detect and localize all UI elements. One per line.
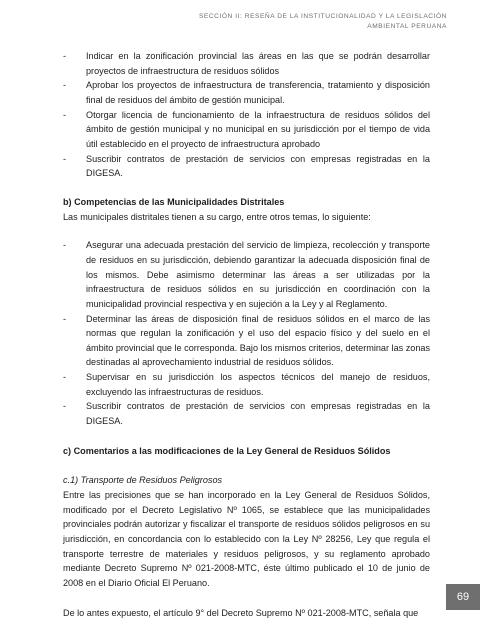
bullet-dash: -	[63, 240, 67, 251]
district-competencies-list	[63, 238, 430, 429]
bullet-dash: -	[63, 109, 67, 120]
running-header-line-1: SECCIÓN II: RESEÑA DE LA INSTITUCIONALIDAD Y LA LEGISLACIÓN	[198, 13, 447, 20]
provincial-competencies-list	[63, 49, 430, 181]
list-item	[63, 78, 430, 107]
list-item-text: Otorgar licencia de funcionamiento de la infraestructura de residuos sólidos del ámbito de gestión municipal y no municipal en su jurisdicción por el tiempo de vida útil establecido en el proyecto de infraestructura aprobado	[86, 109, 430, 149]
bullet-dash: -	[63, 153, 67, 164]
section-c-heading: c) Comentarios a las modificaciones de la Ley General de Residuos Sólidos	[63, 445, 391, 456]
list-item	[63, 108, 430, 152]
bullet-dash: -	[63, 80, 67, 91]
list-item-text: Indicar en la zonificación provincial las áreas en las que se podrán desarrollar proyectos de infraestructura de residuos sólidos	[86, 51, 430, 76]
page-number: 69	[456, 591, 470, 603]
list-item-text: Suscribir contratos de prestación de servicios con empresas registradas en la DIGESA.	[86, 401, 430, 427]
list-item-text: Asegurar una adecuada prestación del servicio de limpieza, recolección y transporte de residuos en su jurisdicción, debiendo garantizar la adecuada disposición final de los mismos. Debe asimismo determinar las áreas a ser utilizadas por la infraestructura de residuos sólidos en su jurisdicción en coordinación con la municipalidad provincial respectiva y en sujeción a la Ley y al Reglamento.	[86, 240, 430, 309]
list-item-text: Suscribir contratos de prestación de servicios con empresas registradas en la DIGESA.	[86, 153, 430, 179]
section-c1-paragraph-continued: De lo antes expuesto, el artículo 9° del Decreto Supremo Nº 021-2008-MTC, señala que	[63, 607, 419, 618]
list-item	[63, 152, 430, 181]
section-c1-subheading: c.1) Transporte de Residuos Peligrosos	[63, 475, 223, 486]
bullet-dash: -	[63, 51, 67, 61]
section-c1-paragraph: Entre las precisiones que se han incorporado en la Ley General de Residuos Sólidos, modificado por el Decreto Legislativo Nº 1065, se establece que las municipalidades provinciales podrán autorizar y fiscalizar el transporte de residuos sólidos peligrosos en su jurisdicción, en concordancia con lo establecido con la Ley Nº 28256, Ley que regula el transporte terrestre de materiales y residuos peligrosos, y su reglamento aprobado mediante Decreto Supremo Nº 021-2008-MTC, éste último publicado el 10 de junio de 2008 en el Diario Oficial El Peruano.	[63, 490, 430, 588]
bullet-dash: -	[63, 313, 67, 324]
list-item	[63, 49, 430, 78]
list-item	[63, 312, 430, 371]
page-number-badge	[446, 584, 480, 610]
running-header	[199, 12, 447, 32]
list-item	[63, 238, 430, 311]
list-item	[63, 399, 430, 428]
page-body	[63, 49, 430, 620]
bullet-dash: -	[63, 401, 67, 412]
section-b-intro: Las municipales distritales tienen a su cargo, entre otros temas, lo siguiente:	[63, 211, 371, 222]
bullet-dash: -	[63, 372, 67, 383]
list-item-text: Aprobar los proyectos de infraestructura de transferencia, tratamiento y disposición final de residuos del ámbito de gestión municipal.	[86, 80, 430, 105]
list-item-text: Supervisar en su jurisdicción los aspectos técnicos del manejo de residuos, excluyendo las infraestructuras de residuos.	[86, 372, 430, 397]
list-item	[63, 370, 430, 399]
list-item-text: Determinar las áreas de disposición final de residuos sólidos en el marco de las normas que regulan la zonificación y el uso del espacio físico y del suelo en el ámbito provincial que le corresponda. Bajo los mismos criterios, determinar las zonas destinadas al aprovechamiento industrial de residuos sólidos.	[86, 313, 430, 368]
running-header-line-2: AMBIENTAL PERUANA	[367, 23, 447, 30]
section-b-heading: b) Competencias de las Municipalidades Distritales	[63, 196, 285, 207]
